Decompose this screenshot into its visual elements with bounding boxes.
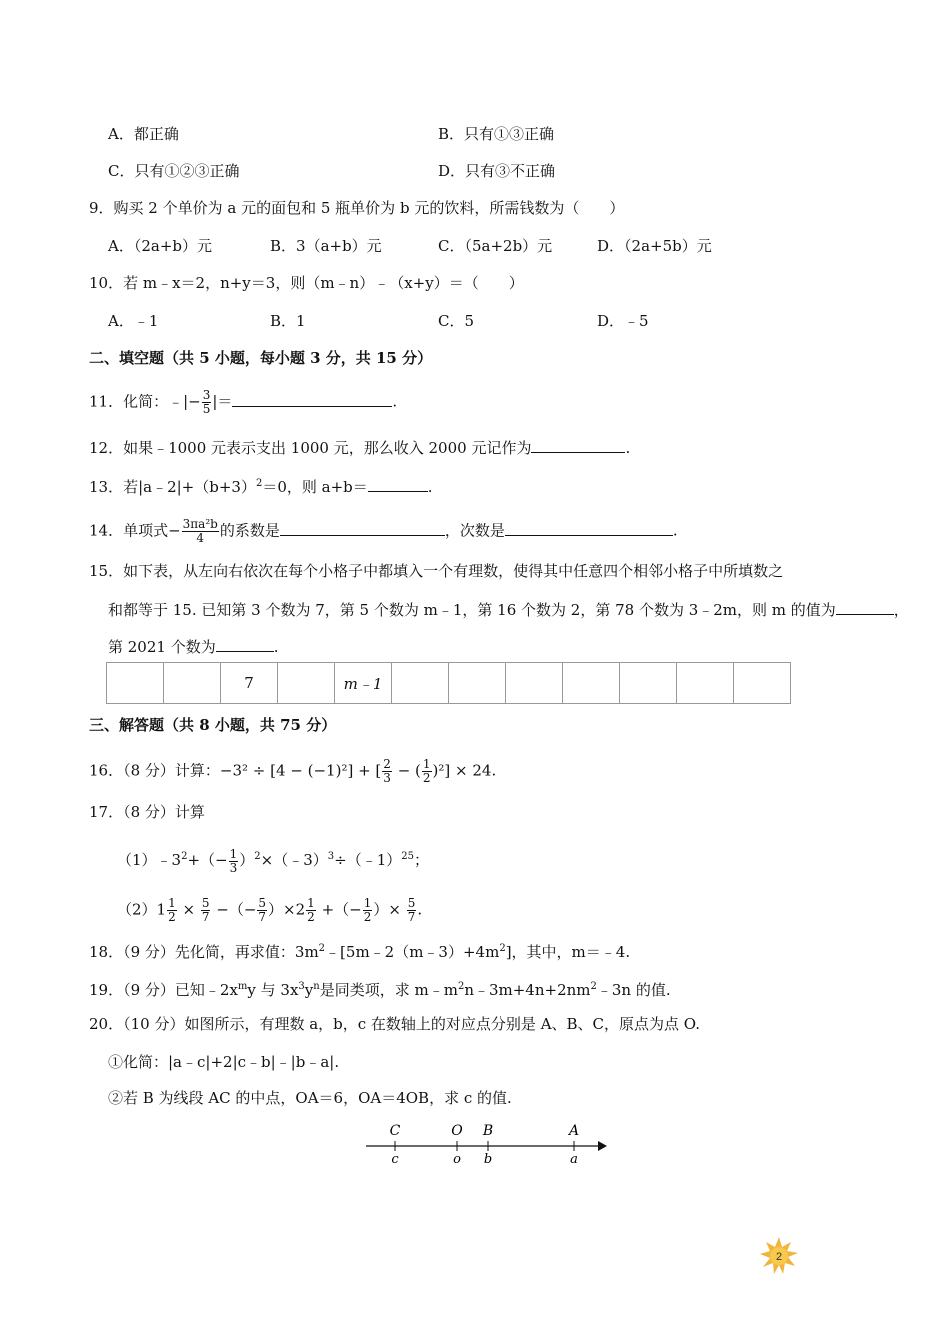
q11-frac-den: 5 [202,402,211,416]
q11-prefix: 11．化简：﹣|− [89,392,201,411]
q17-p1-a: （1）﹣3 [117,851,182,869]
grid-cell-8[interactable] [506,663,563,704]
q15-line1: 15．如下表，从左向右依次在每个小格子中都填入一个有理数，使得其中任意四个相邻小格子中所填数之 [89,562,784,580]
q19-sup2: 3 [298,981,305,992]
page-number-badge [759,1236,799,1276]
q14 [89,518,678,545]
label-point-c: C [389,1123,401,1139]
grid-cell-9[interactable] [563,663,620,704]
q9-option-d: D．（2a+5b）元 [597,237,712,255]
axis-arrow-icon [598,1141,607,1151]
q16-frac-2 [422,758,432,785]
q17-p2-c: −（− [211,900,257,919]
q17-p2-b: × [177,900,200,919]
q14-frac-num: 3πa²b [182,517,218,531]
q13-answer-blank[interactable] [368,475,428,492]
q11-fraction [202,389,212,416]
q17-p2-frac4 [306,897,316,924]
q17-p1-d: ×（﹣3） [260,851,328,869]
q10-stem: 10．若 m﹣x＝2，n+y＝3，则（m﹣n）﹣（x+y）＝（ ） [89,274,524,292]
q16 [89,758,496,785]
q17-p2-frac1 [167,897,177,924]
q10-option-b: B．1 [270,312,306,330]
grid-cell-7[interactable] [449,663,506,704]
grid-cell-1[interactable] [107,663,164,704]
section-fill-in-title: 二、填空题（共 5 小题，每小题 3 分，共 15 分） [89,349,433,367]
q19 [89,977,671,1000]
q15-m-blank[interactable] [836,598,894,615]
q14-fraction [182,518,219,545]
q9-option-a: A．（2a+b）元 [108,237,212,255]
q17-p2-frac3-den: 7 [258,910,267,924]
number-line-diagram [360,1116,610,1166]
q15-line3-text: 第 2021 个数为 [108,638,216,656]
q17-p2-f: ）× [373,900,406,919]
q17-p2-frac5-num: 1 [363,896,372,910]
q17-p1-frac [229,848,239,875]
q14-mid2: ，次数是 [444,521,505,540]
q17-p1-c: ） [239,851,255,869]
q18-a: 18．（9 分）先化简，再求值：3m [89,943,319,961]
q14-end: . [672,521,678,540]
q15-line2-text: 和都等于 15. 已知第 3 个数为 7，第 5 个数为 m﹣1，第 16 个数为 2，第 78 个数为 3﹣2m，则 m 的值为 [108,601,836,619]
q17-p2-e: +（− [316,900,362,919]
q16-frac-1 [382,758,392,785]
q19-sup1: m [237,981,248,992]
q11 [89,389,397,416]
q12 [89,436,630,458]
q14-degree-blank[interactable] [505,519,673,536]
label-point-a: A [568,1123,580,1139]
q17-p1-e: ÷（﹣1） [334,851,402,869]
q15-line3 [108,635,279,657]
q17-p2-g: . [417,900,423,919]
q11-frac-num: 3 [202,388,211,402]
q16-prefix: 16．（8 分）计算：−3² ÷ [4 − (−1)²] + [ [89,761,382,780]
q13-end: . [427,478,433,496]
q13-exponent: 2 [255,478,263,489]
q19-f: ﹣3n 的值. [596,981,671,999]
q18-b: ﹣[5m﹣2（m﹣3）+4m [325,943,500,961]
q19-d: 是同类项，求 m﹣m [319,981,458,999]
q17-p2-frac3-num: 5 [258,896,267,910]
q17-p2-d: ）×2 [268,900,306,919]
q9-option-b: B．3（a+b）元 [270,237,382,255]
q15-line2-end: ， [893,601,909,619]
q18-sup1: 2 [318,943,326,954]
label-point-o: O [451,1123,463,1139]
q8-option-c: C．只有①②③正确 [108,162,240,180]
q8-option-d: D．只有③不正确 [438,162,556,180]
q17-p2-frac2 [201,897,211,924]
q18 [89,939,630,962]
label-value-a: a [570,1152,578,1166]
q14-coefficient-blank[interactable] [280,519,445,536]
q17-p1-b: +（− [187,851,228,869]
q15-line2 [108,598,909,620]
q18-sup2: 2 [499,943,506,954]
label-value-b: b [483,1152,493,1166]
q11-suffix: |＝ [212,392,233,411]
grid-cell-4[interactable] [278,663,335,704]
q17-p2-frac1-num: 1 [168,896,176,910]
q15-number-grid [106,662,791,704]
q17-p1-sup2: 2 [254,851,261,862]
q17-p2-frac2-num: 5 [201,896,210,910]
q17-part1 [117,847,429,875]
q17-p2-frac1-den: 2 [168,910,176,924]
q17-p2-frac4-num: 1 [307,896,315,910]
q19-sup5: 2 [590,981,597,992]
label-value-o: o [453,1152,461,1166]
q17-p1-frac-num: 1 [229,846,238,861]
q14-prefix: 14．单项式− [89,521,181,540]
q11-end: . [392,392,398,411]
q13 [89,474,433,497]
q16-suffix: )²] × 24. [432,761,497,780]
q15-grid-row [107,663,791,704]
grid-cell-11[interactable] [677,663,734,704]
q17-p1-frac-den: 3 [229,860,238,875]
q17-p1-sup4: 25 [401,851,414,862]
q9-stem: 9．购买 2 个单价为 a 元的面包和 5 瓶单价为 b 元的饮料，所需钱数为（ ） [89,199,625,217]
q8-option-a: A．都正确 [108,125,179,143]
q20-part1: ①化简：|a﹣c|+2|c﹣b|﹣|b﹣a|. [108,1053,340,1071]
q9-option-c: C．（5a+2b）元 [438,237,553,255]
page-number: 2 [775,1251,783,1263]
q17-p2-a: （2）1 [117,900,167,919]
section-answer-title: 三、解答题（共 8 小题，共 75 分） [89,716,337,734]
q17-title: 17．（8 分）计算 [89,803,205,821]
q13-text2: ＝0，则 a+b＝ [262,478,368,496]
q19-sup3: n [313,981,320,992]
q12-answer-blank[interactable] [531,436,625,453]
q10-option-d: D．﹣5 [597,312,649,330]
q17-p2-frac5-den: 2 [363,910,372,924]
q14-mid: 的系数是 [219,521,280,540]
q15-line3-end: . [273,638,279,656]
q10-option-a: A．﹣1 [108,312,159,330]
grid-cell-6[interactable] [392,663,449,704]
q17-p2-frac6 [407,897,417,924]
q16-frac-1-num: 2 [383,757,391,771]
q17-p2-frac5 [363,897,373,924]
q17-p2-frac4-den: 2 [307,910,315,924]
q20-stem: 20．（10 分）如图所示，有理数 a，b，c 在数轴上的对应点分别是 A、B、C，原点为点 O. [89,1015,700,1033]
q16-frac-2-den: 2 [422,771,431,785]
q16-frac-2-num: 1 [422,757,431,771]
label-value-c: c [391,1152,399,1166]
q18-c: ]，其中，m＝﹣4. [505,943,631,961]
q17-p1-f: ； [414,851,430,869]
grid-cell-5[interactable]: m﹣1 [335,663,392,704]
q19-b: y 与 3x [247,981,299,999]
q12-text: 12．如果﹣1000 元表示支出 1000 元，那么收入 2000 元记作为 [89,439,532,457]
q15-2021-blank[interactable] [216,635,274,652]
q17-part2 [117,897,422,924]
q16-frac-1-den: 3 [383,771,391,785]
q19-sup4: 2 [457,981,465,992]
grid-cell-3[interactable]: 7 [221,663,278,704]
grid-cell-10[interactable] [620,663,677,704]
q12-end: . [625,439,631,457]
q17-p2-frac3 [257,897,267,924]
q19-c: y [304,981,314,999]
q17-p1-sup1: 2 [181,851,188,862]
grid-cell-12[interactable] [734,663,791,704]
q17-p2-frac6-den: 7 [407,910,416,924]
q20-part2: ②若 B 为线段 AC 的中点，OA＝6，OA＝4OB，求 c 的值. [108,1089,512,1107]
q17-p1-sup3: 3 [327,851,335,862]
q16-mid: − ( [392,761,421,780]
q10-option-c: C．5 [438,312,475,330]
q11-answer-blank[interactable] [232,390,392,407]
q17-p2-frac6-num: 5 [407,896,416,910]
q13-text: 13．若|a﹣2|+（b+3） [89,478,256,496]
q17-p2-frac2-den: 7 [201,910,210,924]
q8-option-b: B．只有①③正确 [438,125,555,143]
q14-frac-den: 4 [196,531,205,545]
grid-cell-2[interactable] [164,663,221,704]
label-point-b: B [482,1123,494,1139]
q19-e: n﹣3m+4n+2nm [464,981,591,999]
q19-a: 19．（9 分）已知﹣2x [89,981,238,999]
